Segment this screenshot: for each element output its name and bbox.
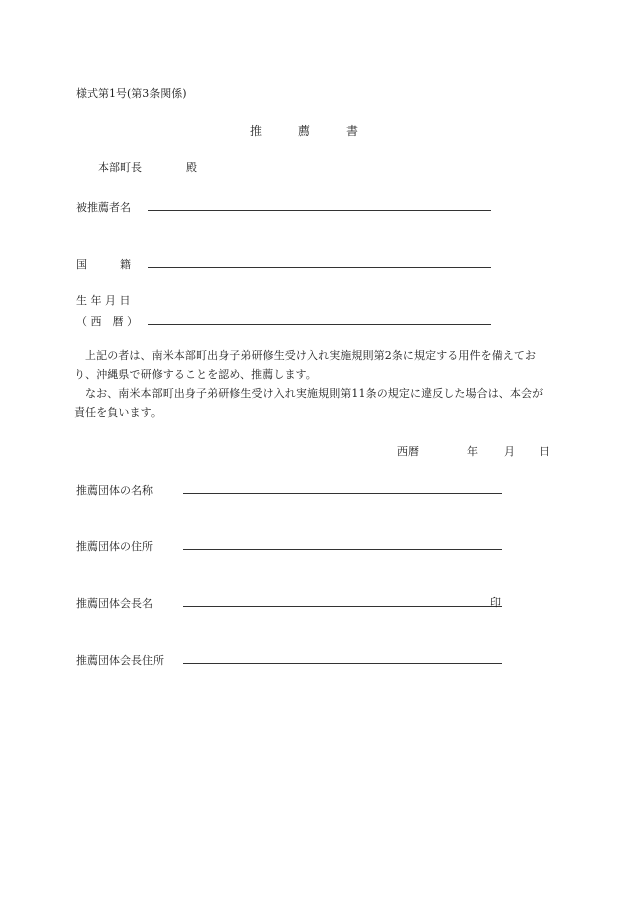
- addressee: 本部町長 殿: [98, 161, 197, 174]
- org-address-label: 推薦団体の住所: [76, 540, 153, 553]
- body-paragraph-1: 上記の者は、南米本部町出身子弟研修生受け入れ実施規則第2条に規定する用件を備えており、沖縄県で研修することを認め、推薦します。: [74, 349, 537, 381]
- seal-mark: 印: [490, 596, 501, 609]
- nationality-label: 国 籍: [76, 258, 131, 271]
- org-head-address-label: 推薦団体会長住所: [76, 654, 164, 667]
- body-paragraph-2: なお、南米本部町出身子弟研修生受け入れ実施規則第11条の規定に違反した場合は、本会が責任を負います。: [74, 387, 544, 419]
- nominee-name-field[interactable]: [148, 210, 491, 211]
- date-era: 西暦: [397, 445, 419, 458]
- birthdate-era-label: （ 西 暦 ）: [76, 315, 138, 328]
- org-head-field[interactable]: [183, 606, 502, 607]
- date-day: 日: [539, 445, 550, 458]
- nominee-name-label: 被推薦者名: [76, 201, 131, 214]
- nationality-field[interactable]: [148, 267, 491, 268]
- birthdate-label: 生 年 月 日: [76, 294, 131, 307]
- birthdate-field[interactable]: [148, 324, 491, 325]
- form-number: 様式第1号(第3条関係): [76, 87, 187, 100]
- date-month: 月: [504, 445, 515, 458]
- date-year: 年: [467, 445, 478, 458]
- org-address-field[interactable]: [183, 549, 502, 550]
- org-name-field[interactable]: [183, 493, 502, 494]
- org-head-label: 推薦団体会長名: [76, 597, 153, 610]
- org-head-address-field[interactable]: [183, 663, 502, 664]
- document-title: 推 薦 書: [250, 124, 359, 138]
- org-name-label: 推薦団体の名称: [76, 484, 153, 497]
